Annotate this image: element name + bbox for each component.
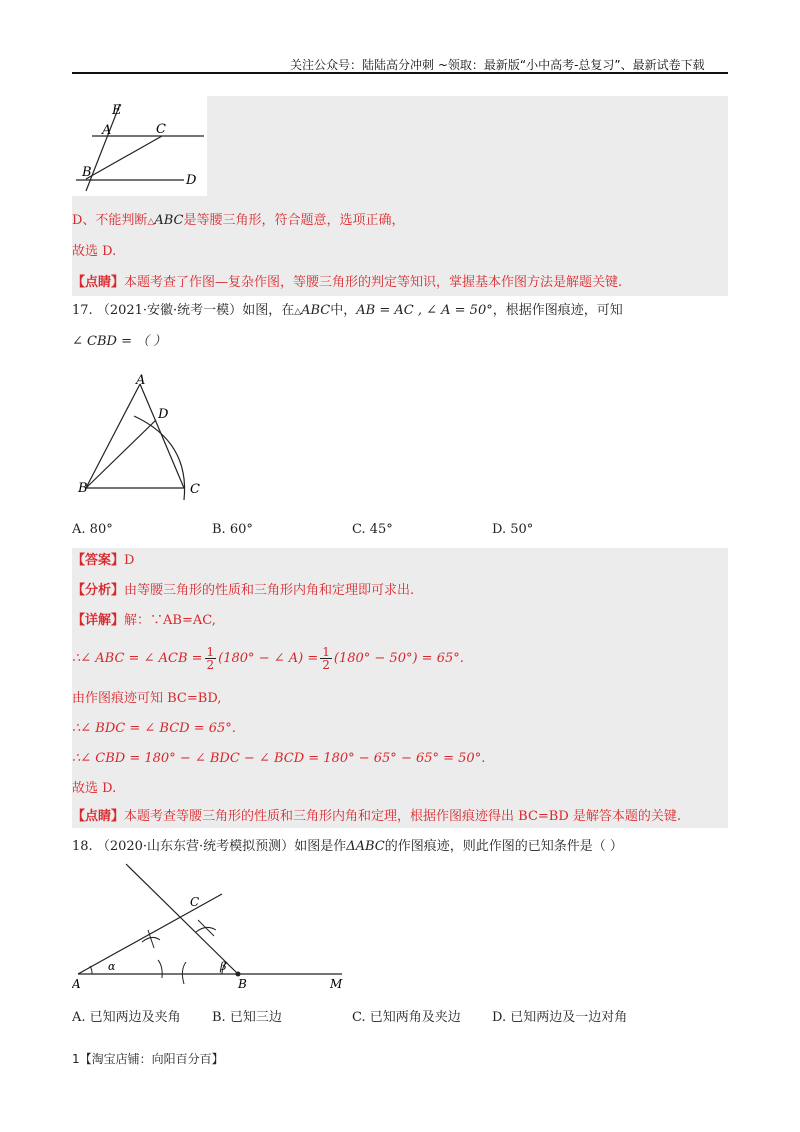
q17-answer	[72, 552, 134, 570]
q17-eq3: ∴∠ CBD = 180° − ∠ BDC − ∠ BCD = 180° − 65° − 65° = 50°.	[72, 751, 486, 766]
q18-abc: ABC	[355, 839, 385, 854]
side-AC	[78, 894, 222, 974]
q16-comment	[72, 274, 622, 292]
header-rule	[72, 72, 728, 74]
label-M: M	[330, 977, 343, 991]
detail-text: 解：∵AB=AC,	[124, 613, 216, 628]
option-value: 已知两边及一边对角	[510, 1010, 628, 1025]
q17-option-d[interactable]	[492, 522, 533, 537]
q18-figure	[72, 860, 362, 992]
comment-text: 本题考查了作图—复杂作图，等腰三角形的判定等知识，掌握基本作图方法是解题关键.	[124, 275, 623, 290]
option-key: D.	[492, 522, 507, 537]
q18-option-b[interactable]	[212, 1006, 282, 1025]
comment-tag: 【点睛】	[72, 809, 125, 824]
q17-stem	[72, 302, 623, 321]
option-value: 已知两角及夹边	[369, 1010, 461, 1025]
q17-condition: AB = AC , ∠ A = 50°	[356, 303, 493, 318]
q18-option-c[interactable]	[352, 1006, 461, 1025]
option-value: 60°	[229, 522, 253, 537]
triangle-symbol: △	[147, 217, 155, 227]
arc-alpha	[90, 966, 92, 974]
q18-source: （2020·山东东营·统考模拟预测）	[96, 839, 295, 854]
q18-stem-b: 的作图痕迹，则此作图的已知条件是（ ）	[384, 839, 623, 854]
page-header: 关注公众号：陆陆高分冲刺 ~领取：最新版“小中高考-总复习”、最新试卷下载	[290, 58, 705, 72]
q17-number: 17.	[72, 303, 93, 318]
q18-stem-a: 如图是作	[294, 839, 347, 854]
delta-symbol: Δ	[346, 839, 356, 854]
fraction-half	[205, 646, 217, 671]
eq1-part-a: ∴∠ ABC = ∠ ACB =	[72, 651, 203, 666]
option-value: 已知两边及夹角	[89, 1010, 181, 1025]
q17-stem-c: ，根据作图痕迹，可知	[492, 303, 623, 318]
point-B	[236, 972, 241, 977]
q17-ask: ∠ CBD = （ ）	[72, 334, 167, 349]
detail-tag: 【详解】	[72, 613, 125, 628]
page-footer: 1【淘宝店铺：向阳百分百】	[72, 1052, 224, 1066]
fraction-numerator: 1	[206, 645, 215, 659]
fraction-denominator: 2	[206, 658, 215, 672]
q16-option-d-rest: 是等腰三角形，符合题意，选项正确，	[183, 213, 405, 228]
label-alpha: α	[108, 960, 116, 973]
fraction-numerator: 1	[322, 645, 330, 659]
label-A: A	[102, 123, 112, 138]
q16-option-d: D、不能判断	[72, 213, 148, 228]
q17-analysis	[72, 582, 414, 600]
q17-stem-b: 中，	[330, 303, 357, 318]
label-B: B	[82, 165, 92, 180]
option-key: D.	[492, 1010, 507, 1025]
arc-trace-2	[182, 962, 186, 984]
q16-abc: ABC	[154, 213, 184, 228]
label-A: A	[72, 977, 81, 991]
comment-tag: 【点睛】	[72, 275, 125, 290]
eq1-part-c: (180° − 50°) = 65°.	[333, 651, 464, 666]
option-key: B.	[212, 522, 226, 537]
side-BC	[126, 864, 238, 974]
answer-tag: 【答案】	[72, 553, 125, 568]
segment-BD	[86, 420, 156, 488]
q17-conclusion: 故选 D.	[72, 781, 117, 796]
q17-detail	[72, 612, 216, 630]
q16-conclusion: 故选 D.	[72, 244, 117, 259]
q17-source: （2021·安徽·统考一模）	[96, 303, 243, 318]
side-AC	[140, 384, 184, 488]
option-value: 已知三边	[229, 1010, 282, 1025]
option-key: B.	[212, 1010, 226, 1025]
q17-eq2: ∴∠ BDC = ∠ BCD = 65°.	[72, 721, 236, 736]
q17-comment	[72, 808, 681, 826]
q18-stem	[72, 838, 623, 856]
q17-option-a[interactable]	[72, 522, 113, 537]
option-key: A.	[72, 1010, 86, 1025]
q18-number: 18.	[72, 839, 93, 854]
q16-figure	[72, 96, 207, 196]
comment-text: 本题考查等腰三角形的性质和三角形内角和定理，根据作图痕迹得出 BC=BD 是解答本题的关键.	[124, 809, 682, 824]
fraction-denominator: 2	[322, 658, 330, 672]
option-value: 50°	[510, 522, 534, 537]
label-B: B	[78, 481, 88, 496]
label-beta: β	[220, 960, 227, 973]
answer-value: D	[124, 553, 135, 568]
option-key: C.	[352, 522, 366, 537]
arc-trace-1	[158, 960, 162, 978]
option-value: 80°	[89, 522, 113, 537]
label-A: A	[136, 373, 146, 388]
label-E: E	[112, 103, 122, 118]
q17-eq1	[72, 642, 464, 676]
eq1-part-b: (180° − ∠ A) =	[218, 651, 319, 666]
q17-trace-line: 由作图痕迹可知 BC=BD,	[72, 691, 222, 706]
label-C: C	[156, 122, 166, 137]
q17-abc: ABC	[301, 303, 331, 318]
q17-stem-a: 如图，在	[242, 303, 295, 318]
label-C: C	[190, 895, 200, 909]
fraction-half	[320, 646, 332, 671]
q17-option-c[interactable]	[352, 522, 393, 537]
option-value: 45°	[369, 522, 393, 537]
label-D: D	[158, 407, 169, 422]
option-key: A.	[72, 522, 86, 537]
q17-figure	[72, 372, 222, 502]
q16-option-d-line	[72, 212, 405, 231]
q17-option-b[interactable]	[212, 522, 253, 537]
option-key: C.	[352, 1010, 366, 1025]
label-C: C	[190, 482, 200, 497]
q18-option-d[interactable]	[492, 1006, 627, 1025]
analysis-text: 由等腰三角形的性质和三角形内角和定理即可求出.	[124, 583, 415, 598]
analysis-tag: 【分析】	[72, 583, 125, 598]
side-AB	[86, 384, 140, 488]
triangle-symbol: △	[294, 307, 302, 317]
label-B: B	[238, 977, 247, 991]
q18-option-a[interactable]	[72, 1006, 181, 1025]
label-D: D	[186, 173, 197, 188]
